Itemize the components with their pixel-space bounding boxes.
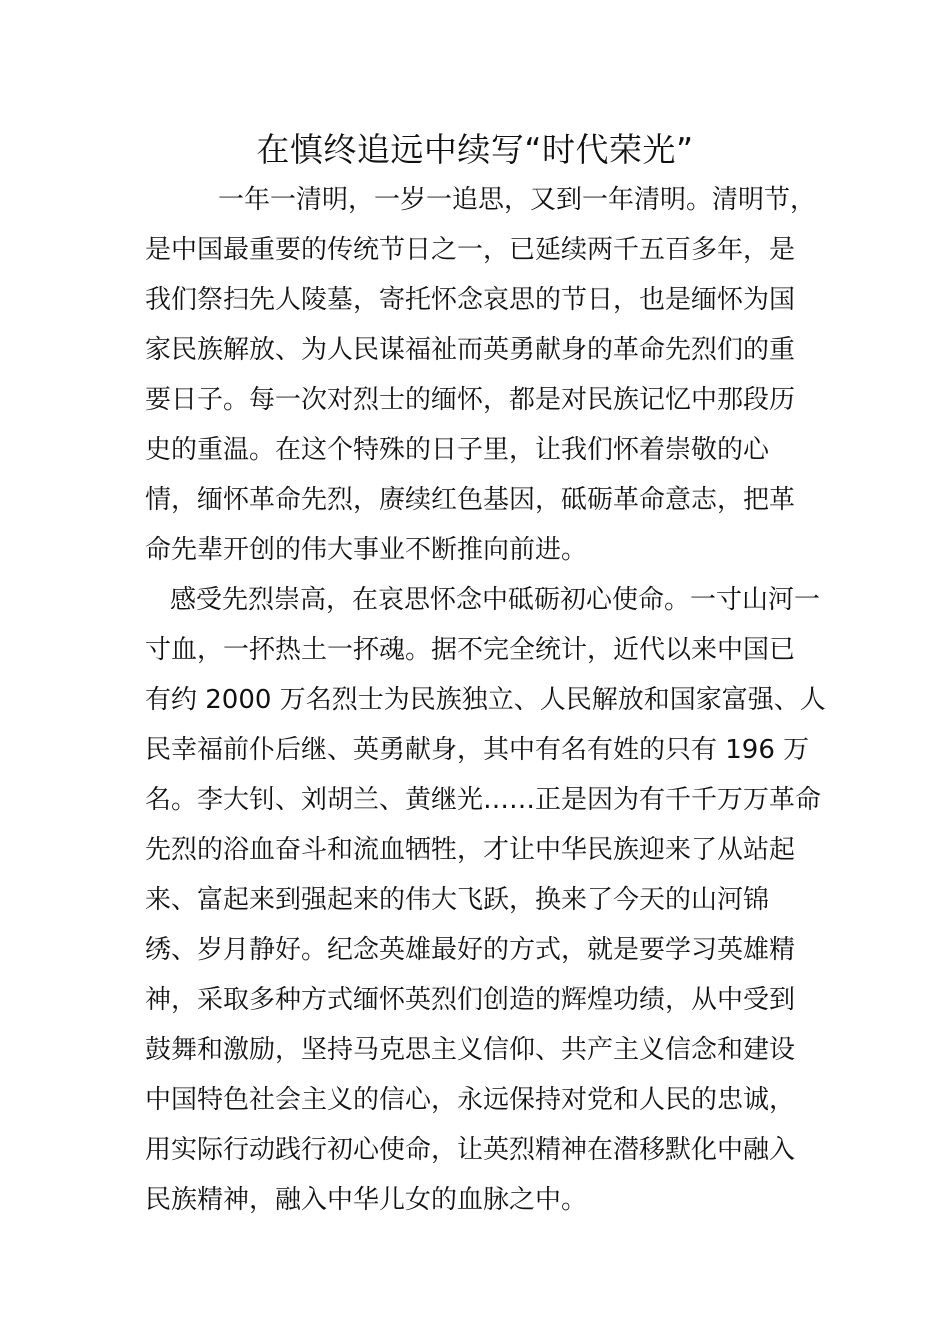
paragraph-2-line-9: 神，采取多种方式缅怀英烈们创造的辉煌功绩，从中受到 [145, 985, 796, 1015]
paragraph-1-line-2: 是中国最重要的传统节日之一，已延续两千五百多年，是 [145, 235, 796, 265]
paragraph-2-line-6: 先烈的浴血奋斗和流血牺牲，才让中华民族迎来了从站起 [145, 835, 796, 865]
paragraph-2-line-12: 用实际行动践行初心使命，让英烈精神在潜移默化中融入 [145, 1135, 796, 1165]
paragraph-2-line-5: 名。李大钊、刘胡兰、黄继光……正是因为有千千万万革命 [145, 785, 822, 815]
paragraph-1-line-4: 家民族解放、为人民谋福祉而英勇献身的革命先烈们的重 [145, 335, 796, 365]
document-title: 在慎终追远中续写“时代荣光” [256, 130, 694, 169]
paragraph-1-line-6: 史的重温。在这个特殊的日子里，让我们怀着崇敬的心 [145, 435, 770, 465]
paragraph-2-line-10: 鼓舞和激励，坚持马克思主义信仰、共产主义信念和建设 [145, 1035, 796, 1065]
paragraph-2-line-1: 感受先烈崇高，在哀思怀念中砥砺初心使命。一寸山河一 [170, 585, 821, 615]
paragraph-1-line-3: 我们祭扫先人陵墓，寄托怀念哀思的节日，也是缅怀为国 [145, 285, 796, 315]
paragraph-1-line-5: 要日子。每一次对烈士的缅怀，都是对民族记忆中那段历 [145, 385, 796, 415]
paragraph-2-line-13: 民族精神，融入中华儿女的血脉之中。 [145, 1185, 588, 1215]
paragraph-1-line-7: 情，缅怀革命先烈，赓续红色基因，砥砺革命意志，把革 [145, 485, 796, 515]
paragraph-2-line-8: 绣、岁月静好。纪念英雄最好的方式，就是要学习英雄精 [145, 935, 796, 965]
paragraph-1-line-8: 命先辈开创的伟大事业不断推向前进。 [145, 535, 588, 565]
paragraph-1-line-1: 一年一清明，一岁一追思，又到一年清明。清明节， [218, 185, 817, 215]
paragraph-2-line-7: 来、富起来到强起来的伟大飞跃，换来了今天的山河锦 [145, 885, 770, 915]
paragraph-2-line-3: 有约 2000 万名烈士为民族独立、人民解放和国家富强、人 [145, 685, 826, 715]
paragraph-2-line-11: 中国特色社会主义的信心，永远保持对党和人民的忠诚， [145, 1085, 796, 1115]
paragraph-2-line-4: 民幸福前仆后继、英勇献身，其中有名有姓的只有 196 万 [145, 735, 810, 765]
paragraph-2-line-2: 寸血，一抔热土一抔魂。据不完全统计，近代以来中国已 [145, 635, 796, 665]
